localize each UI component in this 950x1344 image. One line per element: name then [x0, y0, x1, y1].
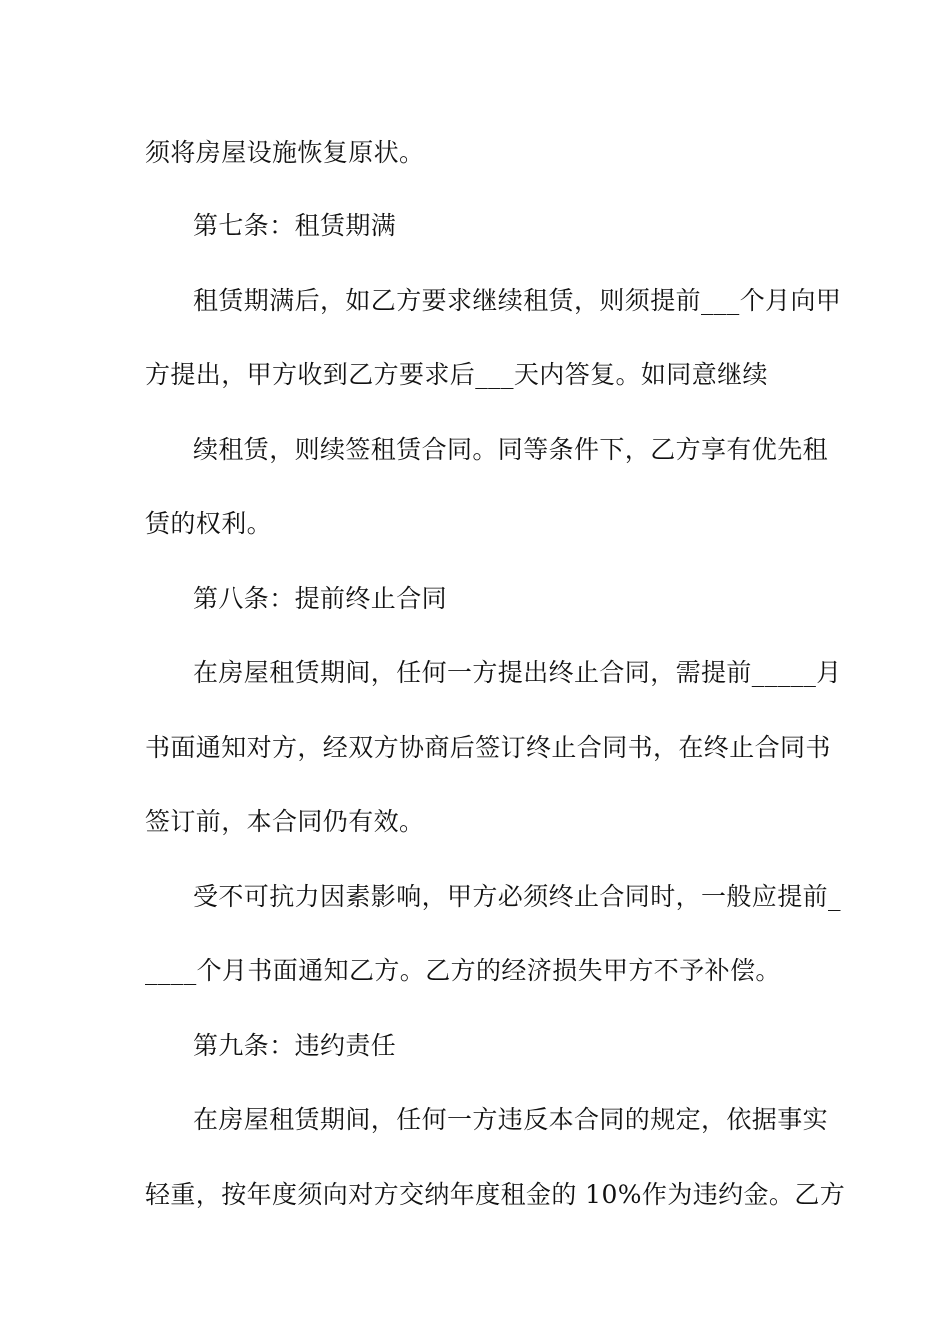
paragraph-line: 方提出，甲方收到乙方要求后___天内答复。如同意继续	[145, 360, 768, 389]
paragraph-line: 在房屋租赁期间，任何一方提出终止合同，需提前_____月	[193, 658, 842, 687]
paragraph-line: 须将房屋设施恢复原状。	[145, 138, 425, 167]
paragraph-line: 租赁期满后，如乙方要求继续租赁，则须提前___个月向甲	[193, 286, 842, 315]
section-heading-7: 第七条：租赁期满	[193, 211, 397, 240]
paragraph-line: 赁的权利。	[145, 509, 273, 538]
section-heading-8: 第八条：提前终止合同	[193, 584, 448, 613]
paragraph-line: 续租赁，则续签租赁合同。同等条件下，乙方享有优先租	[193, 435, 829, 464]
section-heading-9: 第九条：违约责任	[193, 1031, 397, 1060]
paragraph-line: 轻重，按年度须向对方交纳年度租金的 10%作为违约金。乙方	[145, 1180, 846, 1209]
paragraph-line: 签订前，本合同仍有效。	[145, 807, 425, 836]
paragraph-line: ____个月书面通知乙方。乙方的经济损失甲方不予补偿。	[145, 956, 781, 985]
paragraph-line: 书面通知对方，经双方协商后签订终止合同书，在终止合同书	[145, 733, 831, 762]
paragraph-line: 在房屋租赁期间，任何一方违反本合同的规定，依据事实	[193, 1105, 829, 1134]
paragraph-line: 受不可抗力因素影响，甲方必须终止合同时，一般应提前_	[193, 882, 841, 911]
